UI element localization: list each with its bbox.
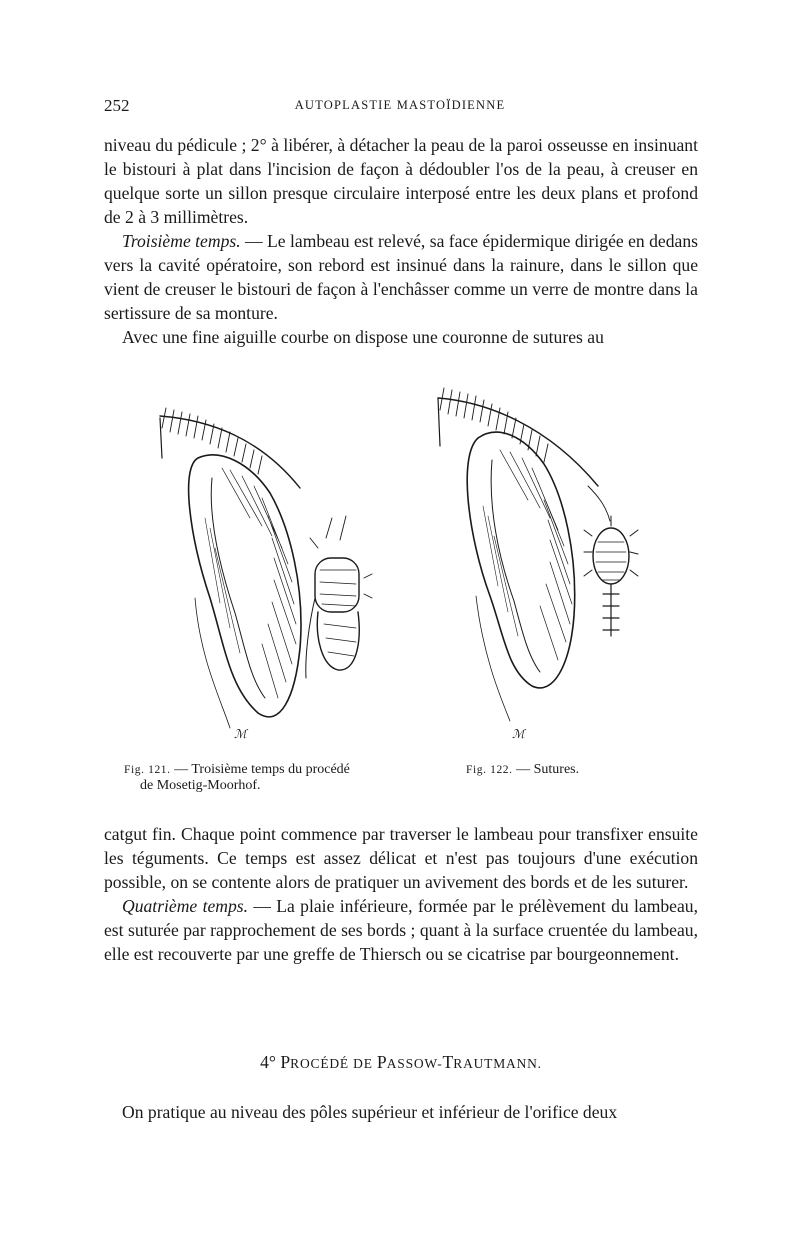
- paragraph: Avec une fine aiguille courbe on dispose une couronne de sutures au: [122, 327, 604, 347]
- text-block-bottom: [104, 822, 698, 966]
- figure-label: Fig. 121.: [124, 764, 171, 776]
- text-block-last: [104, 1100, 698, 1124]
- caption-text: — Sutures.: [512, 762, 580, 777]
- section-heading: [104, 1052, 698, 1073]
- paragraph: catgut fin. Chaque point commence par traverser le lambeau pour transfixer ensuite les téguments. Ce temps est assez délicat et n'est pas toujours d'une exécution possible, on se contente alors de pratiquer un avivement des bords et de les suturer.: [104, 824, 698, 892]
- paragraph: niveau du pédicule ; 2° à libérer, à détacher la peau de la paroi osseusse en insinuant le bistouri à plat dans l'incision de façon à dédoubler l'os de la peau, à creuser en quelque sorte un sillon presque circulaire interposé entre les deux plans et profond de 2 à 3 millimètres.: [104, 135, 698, 227]
- ear-sutures-illustration-122: [428, 376, 660, 748]
- figure-122-caption: [466, 762, 666, 778]
- running-title: AUTOPLASTIE MASTOÏDIENNE: [294, 98, 506, 112]
- figure-121-caption: [124, 762, 424, 794]
- section-title-part: T: [442, 1052, 454, 1072]
- ear-flap-illustration-121: [150, 398, 390, 748]
- italic-lead: Troisième temps.: [122, 231, 241, 251]
- section-title-part: P: [376, 1052, 387, 1072]
- engraver-monogram: ℳ: [234, 727, 247, 741]
- caption-text: — Troisième temps du procédé: [170, 762, 350, 777]
- running-head: [104, 96, 696, 116]
- section-title-part: ASSOW-: [386, 1056, 443, 1071]
- section-number: 4°: [260, 1052, 276, 1072]
- engraver-monogram: ℳ: [512, 727, 525, 741]
- section-title-part: RAUTMANN.: [453, 1056, 542, 1071]
- italic-lead: Quatrième temps.: [122, 896, 249, 916]
- paragraph: [104, 229, 698, 325]
- figure-122-illustration: [428, 376, 660, 748]
- figure-label: Fig. 122.: [466, 764, 513, 776]
- paragraph-text: — Le lambeau est relevé, sa face épidermique dirigée en dedans vers la cavité opératoire, son rebord est insinué dans la rainure, dans le sillon que vient de creuser le bistouri de façon à l'enchâsser comme un verre de montre dans la sertissure de sa monture.: [104, 231, 698, 323]
- page-number: 252: [104, 96, 130, 115]
- figure-121-illustration: [150, 398, 390, 748]
- caption-text-line2: de Mosetig-Moorhof.: [140, 778, 261, 793]
- section-title-part: P: [280, 1052, 291, 1072]
- paragraph: On pratique au niveau des pôles supérieur et inférieur de l'orifice deux: [122, 1102, 618, 1122]
- text-block-top: [104, 133, 698, 349]
- paragraph-text: — La plaie inférieure, formée par le prélèvement du lambeau, est suturée par rapprochement de ses bords ; quant à la surface cruentée du lambeau, elle est recouverte par une greffe de Thiersch ou se cicatrise par bourgeonnement.: [104, 896, 699, 964]
- section-title-part: ROCÉDÉ DE: [290, 1056, 377, 1071]
- paragraph: [104, 894, 698, 966]
